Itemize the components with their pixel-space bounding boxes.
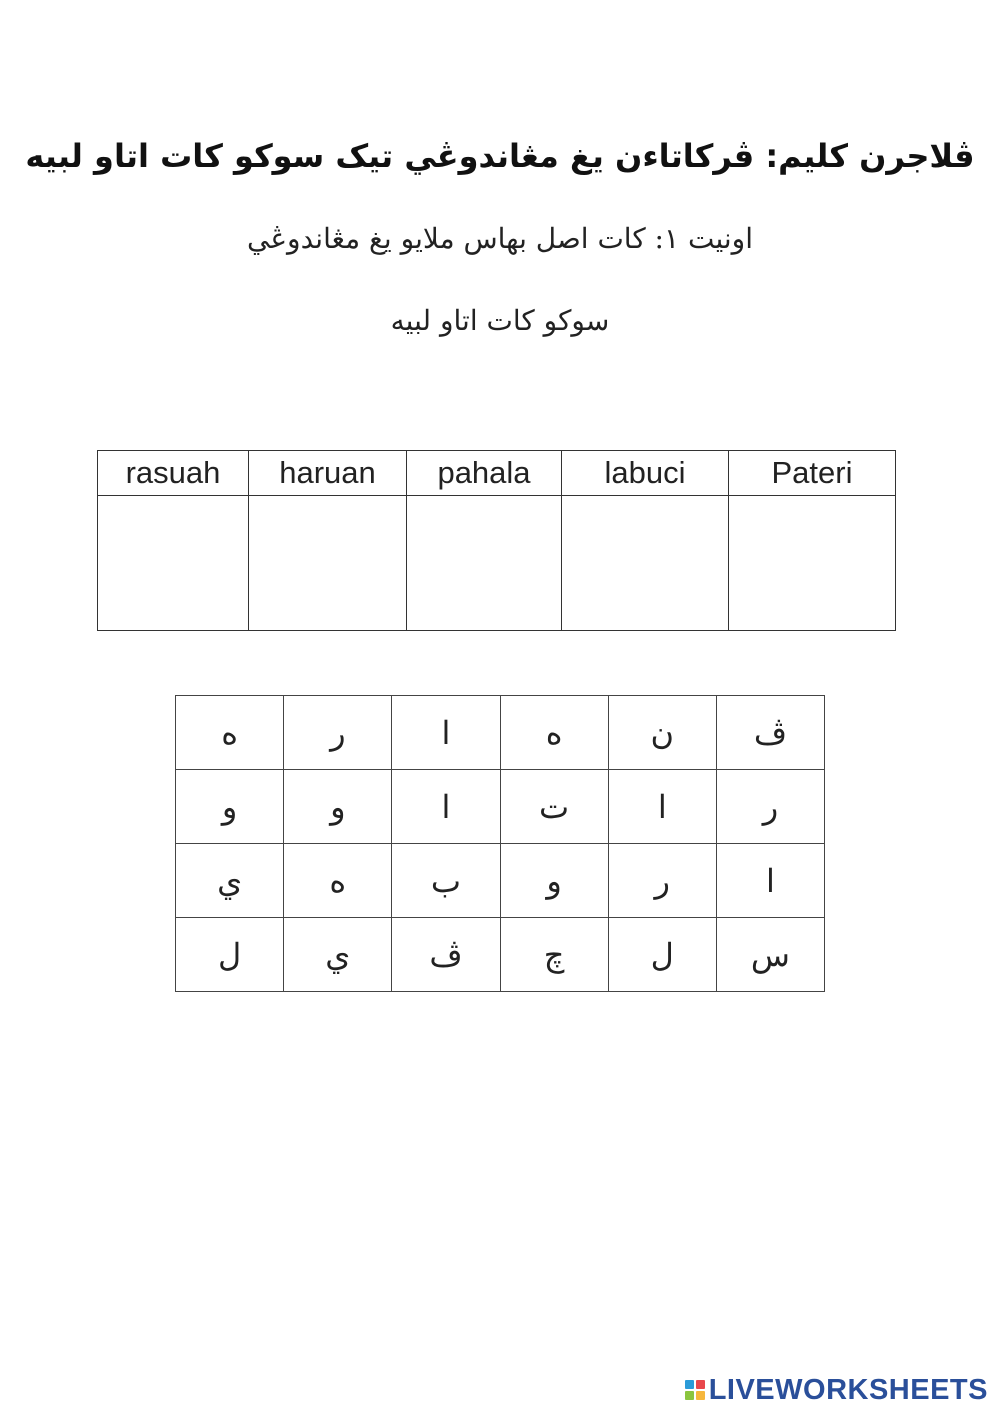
logo-block xyxy=(685,1391,694,1400)
answer-box[interactable] xyxy=(98,496,249,631)
letter-grid xyxy=(175,695,825,992)
grid-cell[interactable]: ي xyxy=(176,844,284,918)
liveworksheets-logo xyxy=(685,1372,988,1408)
word-table xyxy=(97,450,896,631)
grid-cell[interactable]: چ xyxy=(500,918,608,992)
grid-row xyxy=(176,770,825,844)
logo-text: LIVEWORKSHEETS xyxy=(708,1373,988,1406)
answer-box[interactable] xyxy=(562,496,729,631)
word-header: rasuah xyxy=(98,451,249,496)
word-header-row xyxy=(98,451,896,496)
grid-cell[interactable]: ا xyxy=(608,770,716,844)
unit-subtitle: اونيت ١: كات اصل بهاس ملايو يغ مڠاندوڠي xyxy=(247,222,753,255)
logo-block xyxy=(696,1380,705,1389)
word-header: labuci xyxy=(562,451,729,496)
answer-row xyxy=(98,496,896,631)
grid-cell[interactable]: ر xyxy=(284,696,392,770)
grid-cell[interactable]: ه xyxy=(176,696,284,770)
grid-cell[interactable]: ب xyxy=(392,844,500,918)
grid-cell[interactable]: و xyxy=(500,844,608,918)
grid-cell[interactable]: ه xyxy=(284,844,392,918)
grid-row xyxy=(176,844,825,918)
logo-blocks-icon xyxy=(685,1380,705,1400)
unit-subtitle-continued: سوكو كات اتاو لبيه xyxy=(390,304,610,337)
word-header: Pateri xyxy=(729,451,896,496)
grid-cell[interactable]: و xyxy=(176,770,284,844)
answer-box[interactable] xyxy=(249,496,407,631)
grid-cell[interactable]: ل xyxy=(608,918,716,992)
grid-cell[interactable]: ر xyxy=(716,770,824,844)
grid-cell[interactable]: ه xyxy=(500,696,608,770)
grid-cell[interactable]: س xyxy=(716,918,824,992)
grid-cell[interactable]: ڤ xyxy=(392,918,500,992)
logo-block xyxy=(685,1380,694,1389)
grid-cell[interactable]: ل xyxy=(176,918,284,992)
grid-cell[interactable]: ر xyxy=(608,844,716,918)
word-header: haruan xyxy=(249,451,407,496)
grid-row xyxy=(176,696,825,770)
grid-cell[interactable]: ا xyxy=(716,844,824,918)
grid-cell[interactable]: ن xyxy=(608,696,716,770)
grid-cell[interactable]: ڤ xyxy=(716,696,824,770)
logo-block xyxy=(696,1391,705,1400)
answer-box[interactable] xyxy=(729,496,896,631)
answer-box[interactable] xyxy=(407,496,562,631)
word-header: pahala xyxy=(407,451,562,496)
grid-cell[interactable]: و xyxy=(284,770,392,844)
grid-cell[interactable]: ا xyxy=(392,696,500,770)
worksheet-title: ڤلاجرن كليم: ڤركاتاءن يغ مڠاندوڠي تيک سوکو كات اتاو لبيه xyxy=(25,137,975,175)
grid-cell[interactable]: ا xyxy=(392,770,500,844)
grid-cell[interactable]: ت xyxy=(500,770,608,844)
grid-cell[interactable]: ي xyxy=(284,918,392,992)
grid-row xyxy=(176,918,825,992)
